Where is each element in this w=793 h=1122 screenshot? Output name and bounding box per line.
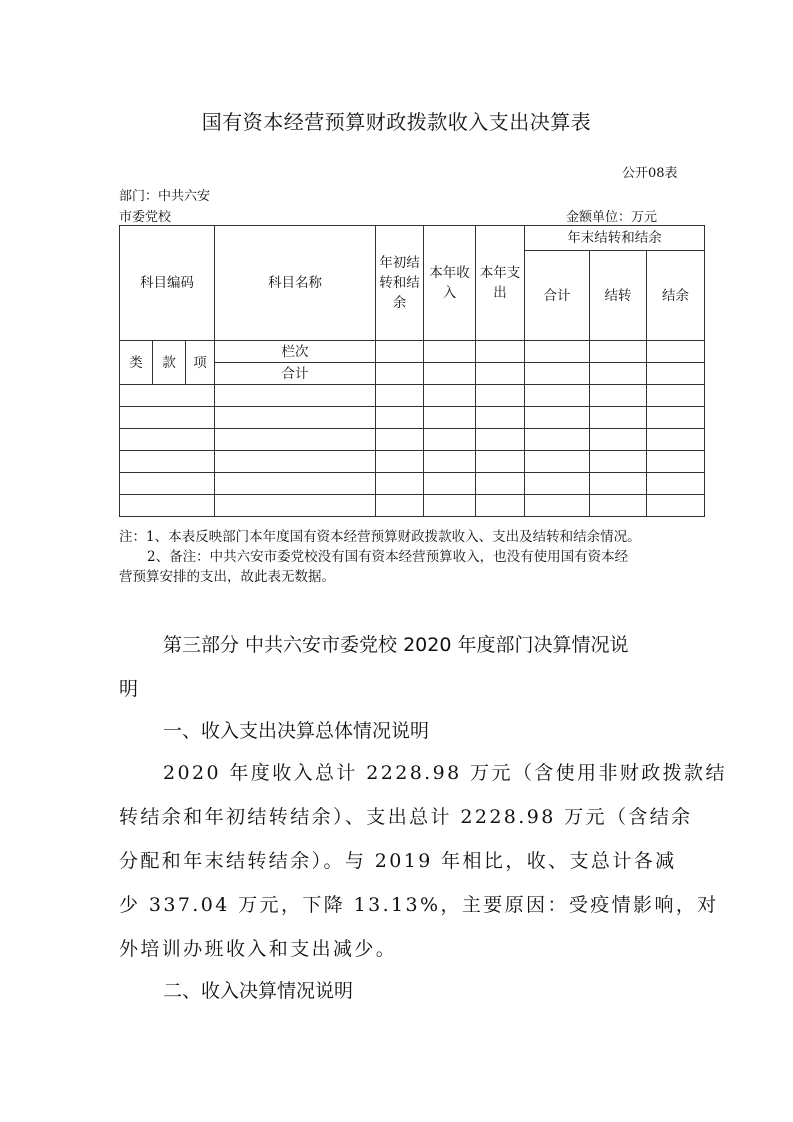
cell-expense bbox=[476, 429, 525, 451]
cell bbox=[476, 341, 525, 363]
cell-total bbox=[525, 385, 590, 407]
cell bbox=[424, 341, 476, 363]
header-kuan: 款 bbox=[153, 341, 186, 385]
cell-expense bbox=[476, 451, 525, 473]
header-code: 科目编码 bbox=[120, 226, 215, 341]
cell-code bbox=[120, 429, 215, 451]
cell-income bbox=[424, 495, 476, 517]
cell-income bbox=[424, 385, 476, 407]
cell-carryover bbox=[590, 429, 647, 451]
department-label-line1: 部门：中共六安 bbox=[119, 189, 211, 204]
note-2-line2: 营预算安排的支出，故此表无数据。 bbox=[119, 569, 335, 585]
cell-total bbox=[525, 451, 590, 473]
header-income bbox=[424, 226, 476, 341]
cell-code bbox=[120, 473, 215, 495]
table-title: 国有资本经营预算财政拨款收入支出决算表 bbox=[201, 110, 592, 134]
cell-carryover bbox=[590, 385, 647, 407]
part-title-line2: 明 bbox=[119, 678, 139, 700]
header-year-end-carryover: 结转 bbox=[590, 251, 647, 341]
cell-income bbox=[424, 429, 476, 451]
cell bbox=[647, 341, 705, 363]
cell-total bbox=[525, 473, 590, 495]
cell-total bbox=[525, 495, 590, 517]
header-lei: 类 bbox=[120, 341, 153, 385]
header-begin-balance bbox=[376, 226, 424, 341]
cell-begin bbox=[376, 385, 424, 407]
cell-surplus bbox=[647, 473, 705, 495]
cell bbox=[476, 363, 525, 385]
cell-code bbox=[120, 451, 215, 473]
header-expense bbox=[476, 226, 525, 341]
section-heading-2: 二、收入决算情况说明 bbox=[163, 980, 354, 1002]
header-begin-line2: 转和结 bbox=[379, 275, 420, 291]
cell-surplus bbox=[647, 451, 705, 473]
cell-carryover bbox=[590, 495, 647, 517]
table-body bbox=[120, 385, 705, 517]
cell-surplus bbox=[647, 407, 705, 429]
cell-code bbox=[120, 385, 215, 407]
header-expense-line2: 出 bbox=[493, 285, 507, 301]
cell bbox=[376, 363, 424, 385]
cell-surplus bbox=[647, 385, 705, 407]
table-code: 公开08表 bbox=[622, 166, 678, 181]
part-title-line1: 第三部分 中共六安市委党校 2020 年度部门决算情况说 bbox=[163, 634, 629, 656]
cell bbox=[647, 363, 705, 385]
header-begin-line3: 余 bbox=[392, 295, 407, 311]
header-name: 科目名称 bbox=[215, 226, 376, 341]
budget-table bbox=[119, 225, 705, 517]
cell-total bbox=[525, 407, 590, 429]
header-year-end-total: 合计 bbox=[525, 251, 590, 341]
cell-surplus bbox=[647, 429, 705, 451]
table-row bbox=[120, 407, 705, 429]
header-year-end-group: 年末结转和结余 bbox=[525, 226, 705, 251]
cell-begin bbox=[376, 473, 424, 495]
table-row bbox=[120, 385, 705, 407]
department-label-line2: 市委党校 bbox=[119, 210, 172, 225]
cell-expense bbox=[476, 407, 525, 429]
table-row bbox=[120, 473, 705, 495]
cell bbox=[590, 363, 647, 385]
header-xiang: 项 bbox=[186, 341, 215, 385]
note-1: 注：1、本表反映部门本年度国有资本经营预算财政拨款收入、支出及结转和结余情况。 bbox=[119, 529, 641, 545]
table-row bbox=[120, 451, 705, 473]
cell-surplus bbox=[647, 495, 705, 517]
paragraph-line-3: 分配和年末结转结余）。与 2019 年相比，收、支总计各减 bbox=[119, 850, 677, 872]
header-income-line2: 入 bbox=[442, 285, 457, 301]
unit-label: 金额单位：万元 bbox=[566, 210, 658, 225]
note-2-line1: 2、备注：中共六安市委党校没有国有资本经营预算收入，也没有使用国有资本经 bbox=[147, 549, 629, 565]
paragraph-line-5: 外培训办班收入和支出减少。 bbox=[119, 938, 398, 960]
cell-name bbox=[215, 385, 376, 407]
header-begin-line1: 年初结 bbox=[379, 255, 420, 271]
paragraph-line-4: 少 337.04 万元，下降 13.13%，主要原因：受疫情影响，对 bbox=[119, 894, 719, 916]
table-row bbox=[120, 495, 705, 517]
cell bbox=[525, 363, 590, 385]
header-column-index: 栏次 bbox=[215, 341, 376, 363]
cell-total bbox=[525, 429, 590, 451]
table-row bbox=[120, 429, 705, 451]
cell-code bbox=[120, 495, 215, 517]
cell-carryover bbox=[590, 451, 647, 473]
cell-expense bbox=[476, 385, 525, 407]
cell-expense bbox=[476, 473, 525, 495]
row-total-label: 合计 bbox=[215, 363, 376, 385]
cell-code bbox=[120, 407, 215, 429]
cell bbox=[590, 341, 647, 363]
section-heading-1: 一、收入支出决算总体情况说明 bbox=[163, 720, 430, 742]
cell-name bbox=[215, 495, 376, 517]
cell-carryover bbox=[590, 473, 647, 495]
cell-begin bbox=[376, 407, 424, 429]
cell-name bbox=[215, 451, 376, 473]
cell-income bbox=[424, 451, 476, 473]
cell-name bbox=[215, 473, 376, 495]
cell bbox=[525, 341, 590, 363]
header-year-end-surplus: 结余 bbox=[647, 251, 705, 341]
cell-carryover bbox=[590, 407, 647, 429]
cell-begin bbox=[376, 451, 424, 473]
cell-name bbox=[215, 407, 376, 429]
cell-name bbox=[215, 429, 376, 451]
cell-income bbox=[424, 473, 476, 495]
header-income-line1: 本年收 bbox=[429, 265, 470, 281]
cell-expense bbox=[476, 495, 525, 517]
cell bbox=[376, 341, 424, 363]
header-expense-line1: 本年支 bbox=[479, 265, 521, 281]
cell-begin bbox=[376, 495, 424, 517]
cell-begin bbox=[376, 429, 424, 451]
cell-income bbox=[424, 407, 476, 429]
paragraph-line-1: 2020 年度收入总计 2228.98 万元（含使用非财政拨款结 bbox=[163, 762, 727, 784]
cell bbox=[424, 363, 476, 385]
paragraph-line-2: 转结余和年初结转结余）、支出总计 2228.98 万元（含结余 bbox=[119, 806, 693, 828]
